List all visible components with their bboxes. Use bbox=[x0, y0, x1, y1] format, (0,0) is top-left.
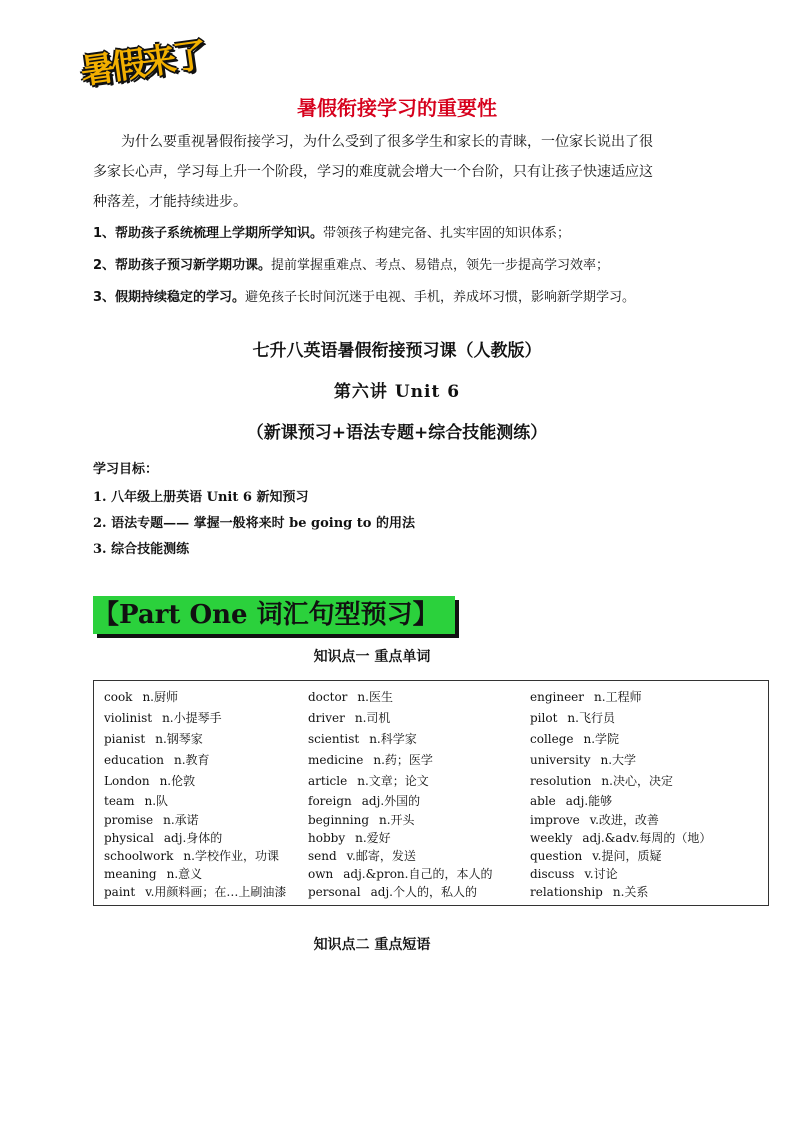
vocab-entry bbox=[308, 792, 420, 809]
vocab-entry bbox=[308, 688, 393, 705]
vocab-word: schoolwork bbox=[104, 849, 174, 863]
vocab-word: promise bbox=[104, 813, 154, 827]
vocab-meaning: n.学院 bbox=[583, 732, 620, 746]
course-title: 七升八英语暑假衔接预习课（人教版） bbox=[252, 341, 542, 361]
vocab-word: London bbox=[104, 774, 150, 788]
vocab-word: personal bbox=[308, 885, 361, 899]
point1-title: 知识点一 重点单词 bbox=[313, 649, 431, 665]
vocab-meaning: n.教育 bbox=[174, 753, 210, 767]
vocab-word: pianist bbox=[104, 732, 146, 746]
vocab-entry bbox=[308, 811, 415, 828]
vocab-meaning: adj.&pron.自己的，本人的 bbox=[343, 867, 493, 881]
vocab-entry bbox=[530, 829, 711, 846]
goal-item: 3. 综合技能测练 bbox=[93, 542, 190, 557]
vocab-meaning: n.司机 bbox=[354, 711, 391, 725]
vocab-entry bbox=[308, 883, 477, 900]
intro-paragraph bbox=[93, 127, 713, 217]
vocab-word: resolution bbox=[530, 774, 592, 788]
vocab-meaning: n.伦敦 bbox=[159, 774, 196, 788]
vocab-word: send bbox=[308, 849, 337, 863]
vocab-meaning: n.科学家 bbox=[369, 732, 417, 746]
vocab-meaning: v.用颜料画；在…上刷油漆 bbox=[145, 885, 287, 899]
goal-item: 2. 语法专题—— 掌握一般将来时 be going to 的用法 bbox=[93, 516, 416, 531]
vocab-meaning: n.开头 bbox=[379, 813, 415, 827]
vocab-entry bbox=[530, 730, 619, 747]
vocab-word: discuss bbox=[530, 867, 575, 881]
vocab-meaning: n.医生 bbox=[357, 690, 393, 704]
vocab-word: foreign bbox=[308, 794, 352, 808]
vocab-meaning: adj.外国的 bbox=[361, 794, 421, 808]
vocab-meaning: n.小提琴手 bbox=[162, 711, 222, 725]
learning-goals bbox=[93, 458, 415, 563]
vocab-word: education bbox=[104, 753, 164, 767]
vocab-word: meaning bbox=[104, 867, 157, 881]
vocab-word: scientist bbox=[308, 732, 360, 746]
vocab-word: able bbox=[530, 794, 556, 808]
intro-line: 种落差，才能持续进步。 bbox=[93, 194, 247, 210]
benefit-head: 1、帮助孩子系统梳理上学期所学知识。 bbox=[93, 226, 324, 241]
vocab-row bbox=[94, 792, 770, 812]
vocab-word: medicine bbox=[308, 753, 364, 767]
benefit-body: 提前掌握重难点、考点、易错点，领先一步提高学习效率； bbox=[271, 258, 610, 273]
vocab-meaning: adj.个人的，私人的 bbox=[370, 885, 477, 899]
vocab-word: doctor bbox=[308, 690, 348, 704]
benefit-head: 3、假期持续稳定的学习。 bbox=[93, 290, 246, 305]
intro-line: 多家长心声，学习每上升一个阶段，学习的难度就会增大一个台阶，只有让孩子快速适应这 bbox=[93, 164, 653, 180]
vocab-meaning: n.学校作业，功课 bbox=[183, 849, 279, 863]
lecture-title: 第六讲 Unit 6 bbox=[333, 382, 461, 402]
vocab-row bbox=[94, 883, 770, 903]
vocab-entry bbox=[530, 883, 648, 900]
vocab-word: own bbox=[308, 867, 334, 881]
vocab-meaning: adj.身体的 bbox=[163, 831, 223, 845]
benefit-list bbox=[93, 222, 733, 318]
vocab-word: physical bbox=[104, 831, 154, 845]
vocab-entry bbox=[308, 751, 433, 768]
vocab-entry bbox=[530, 792, 612, 809]
vocab-meaning: adj.能够 bbox=[565, 794, 613, 808]
vocab-meaning: n.工程师 bbox=[594, 690, 642, 704]
vocab-table bbox=[93, 680, 769, 906]
vocab-word: cook bbox=[104, 690, 133, 704]
vocab-meaning: n.大学 bbox=[600, 753, 637, 767]
vocab-entry bbox=[104, 709, 222, 726]
vocab-word: college bbox=[530, 732, 574, 746]
intro-line: 为什么要重视暑假衔接学习，为什么受到了很多学生和家长的青睐，一位家长说出了很 bbox=[121, 134, 653, 150]
vocab-entry bbox=[308, 772, 429, 789]
vocab-word: improve bbox=[530, 813, 580, 827]
vocab-meaning: n.钢琴家 bbox=[155, 732, 203, 746]
benefit-item bbox=[93, 222, 733, 254]
vocab-meaning: n.飞行员 bbox=[567, 711, 615, 725]
vocab-entry bbox=[530, 772, 673, 789]
vocab-row bbox=[94, 772, 770, 792]
vocab-word: article bbox=[308, 774, 348, 788]
vocab-meaning: v.改进，改善 bbox=[589, 813, 659, 827]
vocab-entry bbox=[308, 847, 416, 864]
vocab-entry bbox=[530, 811, 659, 828]
vocab-row bbox=[94, 730, 770, 750]
vocab-entry bbox=[104, 688, 178, 705]
vocab-entry bbox=[104, 865, 202, 882]
vocab-meaning: n.意义 bbox=[166, 867, 203, 881]
vocab-entry bbox=[104, 730, 203, 747]
vocab-word: team bbox=[104, 794, 135, 808]
vocab-entry bbox=[104, 883, 286, 900]
vocab-row bbox=[94, 709, 770, 729]
vocab-entry bbox=[104, 772, 195, 789]
vocab-entry bbox=[104, 792, 168, 809]
vocab-row bbox=[94, 751, 770, 771]
vocab-row bbox=[94, 811, 770, 831]
goals-heading: 学习目标： bbox=[93, 462, 159, 477]
benefit-item bbox=[93, 286, 733, 318]
vocab-entry bbox=[104, 847, 279, 864]
vocab-entry bbox=[530, 709, 615, 726]
point2-title: 知识点二 重点短语 bbox=[313, 937, 431, 953]
vocab-meaning: v.讨论 bbox=[584, 867, 618, 881]
vocab-meaning: v.提问，质疑 bbox=[592, 849, 662, 863]
vocab-word: question bbox=[530, 849, 583, 863]
vocab-meaning: n.厨师 bbox=[142, 690, 178, 704]
vocab-entry bbox=[104, 811, 199, 828]
part-one-banner: 【Part One 词汇句型预习】 bbox=[93, 596, 455, 634]
main-title: 暑假衔接学习的重要性 bbox=[297, 96, 497, 120]
vocab-word: university bbox=[530, 753, 591, 767]
vocab-row bbox=[94, 688, 770, 708]
vocab-meaning: n.承诺 bbox=[163, 813, 199, 827]
vocab-word: paint bbox=[104, 885, 136, 899]
vocab-entry bbox=[530, 751, 636, 768]
vocab-meaning: v.邮寄，发送 bbox=[346, 849, 416, 863]
vocab-word: hobby bbox=[308, 831, 346, 845]
vocab-row bbox=[94, 829, 770, 849]
vocab-meaning: n.文章；论文 bbox=[357, 774, 429, 788]
vocab-entry bbox=[308, 709, 390, 726]
vocab-entry bbox=[308, 730, 417, 747]
vocab-entry bbox=[530, 847, 661, 864]
benefit-item bbox=[93, 254, 733, 286]
benefit-body: 带领孩子构建完备、扎实牢固的知识体系； bbox=[323, 226, 571, 241]
logo-text: 暑假来了 bbox=[78, 35, 207, 93]
vocab-word: beginning bbox=[308, 813, 370, 827]
lecture-subtitle: （新课预习+语法专题+综合技能测练） bbox=[246, 423, 548, 443]
benefit-head: 2、帮助孩子预习新学期功课。 bbox=[93, 258, 272, 273]
vocab-meaning: n.队 bbox=[144, 794, 169, 808]
vocab-word: engineer bbox=[530, 690, 585, 704]
goal-item: 1. 八年级上册英语 Unit 6 新知预习 bbox=[93, 490, 309, 505]
vocab-word: relationship bbox=[530, 885, 603, 899]
vocab-meaning: n.药；医学 bbox=[373, 753, 433, 767]
vocab-entry bbox=[530, 688, 642, 705]
vocab-entry bbox=[530, 865, 618, 882]
vocab-entry bbox=[104, 829, 222, 846]
vocab-word: weekly bbox=[530, 831, 573, 845]
vocab-entry bbox=[104, 751, 210, 768]
vocab-meaning: n.决心，决定 bbox=[601, 774, 673, 788]
vocab-meaning: adj.&adv.每周的（地） bbox=[582, 831, 712, 845]
vocab-word: violinist bbox=[104, 711, 153, 725]
benefit-body: 避免孩子长时间沉迷于电视、手机，养成坏习惯，影响新学期学习。 bbox=[245, 290, 636, 305]
vocab-row bbox=[94, 865, 770, 885]
vocab-entry bbox=[308, 829, 391, 846]
vocab-meaning: n.关系 bbox=[612, 885, 649, 899]
vocab-meaning: n.爱好 bbox=[355, 831, 391, 845]
logo bbox=[74, 24, 207, 94]
vocab-entry bbox=[308, 865, 492, 882]
vocab-row bbox=[94, 847, 770, 867]
vocab-word: pilot bbox=[530, 711, 558, 725]
vocab-word: driver bbox=[308, 711, 345, 725]
